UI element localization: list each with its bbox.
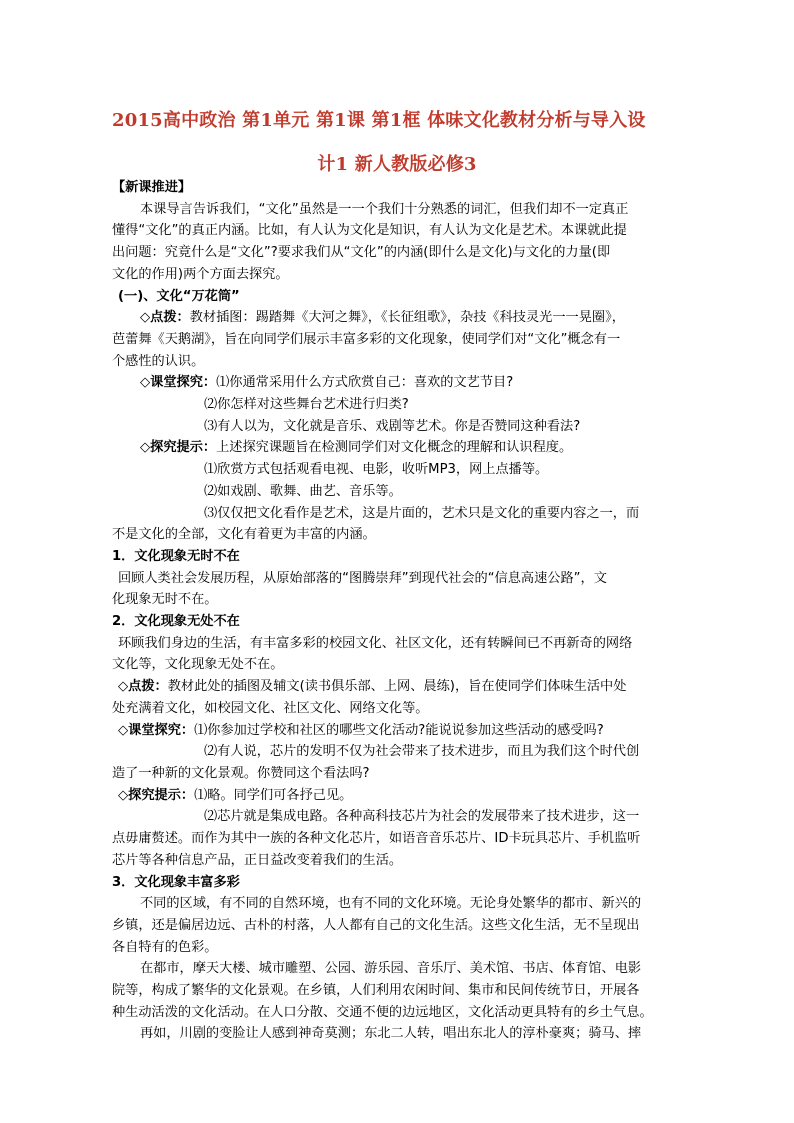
document-body	[112, 177, 682, 1045]
paragraph-line: ⑵如戏剧、歌舞、曲艺、音乐等。	[204, 483, 402, 499]
hint-text: 教材此处的插图及辅文(读书俱乐部、上网、晨练)，旨在使同学们体味生活中处	[167, 679, 627, 695]
point-heading-2: 2．文化现象无处不在	[112, 614, 240, 630]
paragraph-line: 文化等，文化现象无处不在。	[112, 657, 284, 673]
paragraph-line: 个感性的认识。	[112, 353, 205, 369]
paragraph-line: 回顾人类社会发展历程，从原始部落的“图腾崇拜”到现代社会的“信息高速公路”，文	[118, 570, 607, 586]
hint-text: 教材插图：踢踏舞《大河之舞》，《长征组歌》，杂技《科技灵光一一晃圈》，	[189, 310, 625, 326]
paragraph-line: ⑴欣赏方式包括观看电视、电影，收听MP3，网上点播等。	[204, 462, 549, 478]
paragraph-line: 环顾我们身边的生活，有丰富多彩的校园文化、社区文化，还有转瞬间已不再新奇的网络	[118, 635, 633, 651]
paragraph-line: 各自特有的色彩。	[112, 939, 218, 955]
document-title-line-1: 2015高中政治 第1单元 第1课 第1框 体味文化教材分析与导入设	[112, 110, 646, 131]
paragraph-line: 本课导言告诉我们，“文化”虽然是一一个我们十分熟悉的词汇，但我们却不一定真正	[140, 201, 629, 217]
paragraph-line: 种生动活泼的文化活动。在人口分散、交通不便的边远地区，文化活动更具特有的乡土气息。	[112, 1004, 653, 1020]
point-heading-1: 1．文化现象无时不在	[112, 548, 240, 564]
inquiry-label: ◇课堂探究：	[118, 722, 195, 738]
paragraph-line: 芯片等各种信息产品，正日益改变着我们的生活。	[112, 852, 403, 868]
paragraph-line: 出问题：究竟什么是“文化”?要求我们从“文化”的内涵(即什么是文化)与文化的力量(即	[112, 245, 611, 261]
paragraph-line	[112, 372, 682, 394]
hint-label: ◇点拨：	[118, 679, 168, 695]
paragraph-line: 院等，构成了繁华的文化景观。在乡镇，人们利用农闲时间、集市和民间传统节日，开展各	[112, 983, 640, 999]
paragraph-line: 不是文化的全部，文化有着更为丰富的内涵。	[112, 527, 376, 543]
paragraph-line	[112, 720, 682, 742]
inquiry-hint-text: 上述探究课题旨在检测同学们对文化概念的理解和认识程度。	[216, 440, 573, 456]
paragraph-line: 再如，川剧的变脸让人感到神奇莫测；东北二人转，唱出东北人的淳朴豪爽；骑马、摔	[140, 1026, 642, 1042]
inquiry-hint-label: ◇探究提示：	[118, 787, 195, 803]
paragraph-line	[112, 676, 682, 698]
paragraph-line: ⑵有人说，芯片的发明不仅为社会带来了技术进步，而且为我们这个时代创	[204, 744, 640, 760]
section-heading-new-lesson: 【新课推进】	[112, 180, 192, 195]
paragraph-line: 点毋庸赘述。而作为其中一族的各种文化芯片，如语音音乐芯片、ID卡玩具芯片、手机监听	[112, 831, 641, 847]
paragraph-line: 化现象无时不在。	[112, 592, 218, 608]
inquiry-hint-label: ◇探究提示：	[140, 440, 217, 456]
paragraph-line: 处充满着文化，如校园文化、社区文化、网络文化等。	[112, 700, 429, 716]
paragraph-line: ⑵你怎样对这些舞台艺术进行归类?	[204, 397, 409, 413]
paragraph-line: 在都市，摩天大楼、城市雕塑、公园、游乐园、音乐厅、美术馆、书店、体育馆、电影	[140, 961, 642, 977]
paragraph-line: 文化的作用)两个方面去探究。	[112, 266, 289, 282]
paragraph-line: 造了一种新的文化景观。你赞同这个看法吗?	[112, 765, 370, 781]
paragraph-line: ⑶有人以为，文化就是音乐、戏剧等艺术。你是否赞同这种看法?	[204, 418, 581, 434]
hint-label: ◇点拨：	[140, 310, 190, 326]
paragraph-line	[112, 785, 682, 807]
paragraph-line: ⑶仅仅把文化看作是艺术，这是片面的，艺术只是文化的重要内容之一，而	[204, 505, 640, 521]
paragraph-line: ⑵芯片就是集成电路。各种高科技芯片为社会的发展带来了技术进步，这一	[204, 809, 640, 825]
paragraph-line: 乡镇，还是偏居边远、古朴的村落，人人都有自己的文化生活。这些文化生活，无不呈现出	[112, 917, 640, 933]
paragraph-line: 懂得“文化”的真正内涵。比如，有人认为文化是知识，有人认为文化是艺术。本课就此提	[112, 223, 627, 239]
document-title-line-2: 计1 新人教版必修3	[317, 154, 477, 175]
inquiry-text: ⑴你通常采用什么方式欣赏自己：喜欢的文艺节目?	[216, 375, 514, 391]
paragraph-line	[112, 437, 682, 459]
point-heading-3: 3．文化现象丰富多彩	[112, 874, 240, 890]
paragraph-line: 不同的区域，有不同的自然环境，也有不同的文化环境。无论身处繁华的都市、新兴的	[140, 896, 642, 912]
inquiry-label: ◇课堂探究：	[140, 375, 217, 391]
paragraph-line	[112, 307, 682, 329]
inquiry-hint-text: ⑴略。同学们可各抒己见。	[194, 787, 353, 803]
subsection-heading: (一)、文化“万花筒”	[118, 288, 240, 304]
paragraph-line: 芭蕾舞《天鹅湖》，旨在向同学们展示丰富多彩的文化现象，使同学们对“文化”概念有一	[112, 331, 621, 347]
inquiry-text: ⑴你参加过学校和社区的哪些文化活动?能说说参加这些活动的感受吗?	[194, 722, 604, 738]
